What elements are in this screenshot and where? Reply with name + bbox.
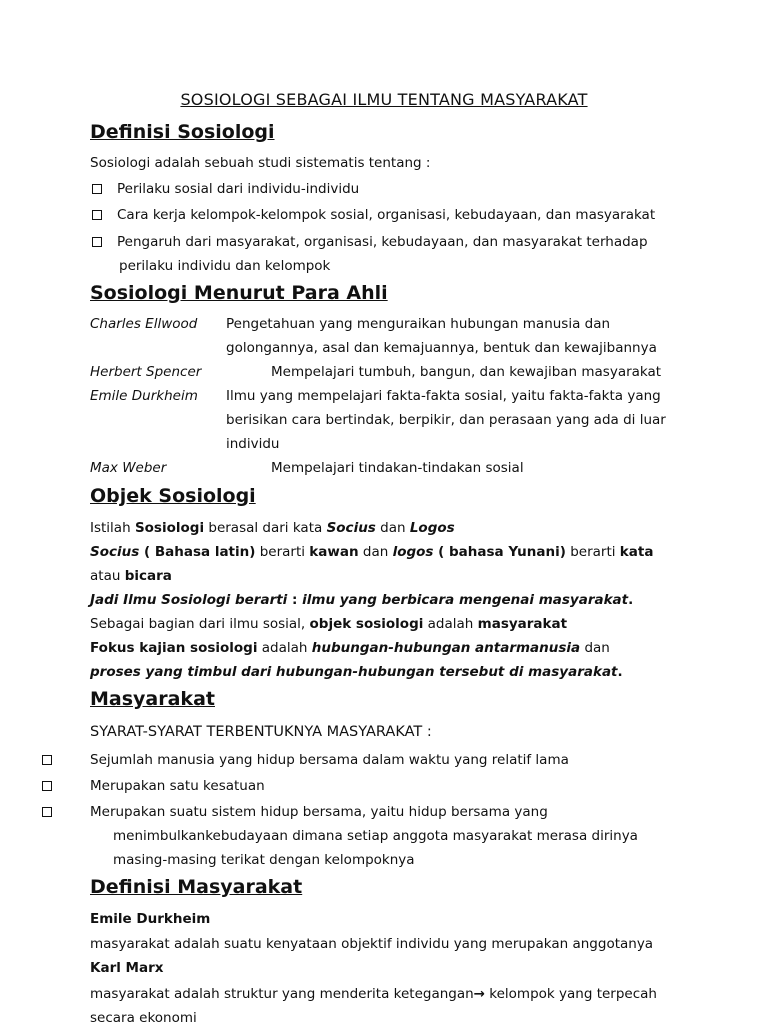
sosiologi-intro: Sosiologi adalah sebuah studi sistematis tentang : [90, 155, 431, 171]
expert-definition: Pengetahuan yang menguraikan hubungan manusia dan [226, 316, 611, 332]
author-name: Karl Marx [90, 960, 164, 976]
heading-definisi-sosiologi: Definisi Sosiologi [90, 121, 275, 143]
author-definition-continued: secara ekonomi [90, 1010, 197, 1026]
expert-definition: individu [226, 436, 280, 452]
list-item: Pengaruh dari masyarakat, organisasi, kebudayaan, dan masyarakat terhadap [117, 234, 648, 250]
list-item-continued: perilaku individu dan kelompok [119, 258, 331, 274]
objek-line-2: Socius ( Bahasa latin) berarti kawan dan logos ( bahasa Yunani) berarti kata [90, 544, 654, 560]
checkbox-bullet-icon [92, 210, 102, 220]
subheading-syarat: SYARAT-SYARAT TERBENTUKNYA MASYARAKAT : [90, 724, 432, 740]
expert-name: Max Weber [90, 460, 167, 476]
expert-name: Charles Ellwood [90, 316, 198, 332]
checkbox-bullet-icon [92, 237, 102, 247]
expert-definition: golongannya, asal dan kemajuannya, bentuk dan kewajibannya [226, 340, 657, 356]
checkbox-bullet-icon [92, 184, 102, 194]
objek-line-1: Istilah Sosiologi berasal dari kata Socius dan Logos [90, 520, 455, 536]
checkbox-bullet-icon [42, 781, 52, 791]
expert-name: Emile Durkheim [90, 388, 198, 404]
list-item-continued: menimbulkankebudayaan dimana setiap anggota masyarakat merasa dirinya [113, 828, 638, 844]
checkbox-bullet-icon [42, 807, 52, 817]
author-name: Emile Durkheim [90, 911, 211, 927]
author-definition: masyarakat adalah suatu kenyataan objektif individu yang merupakan anggotanya [90, 936, 654, 952]
list-item-continued: masing-masing terikat dengan kelompoknya [113, 852, 415, 868]
author-definition: masyarakat adalah struktur yang menderita ketegangan→ kelompok yang terpecah [90, 986, 657, 1002]
objek-line-5: Sebagai bagian dari ilmu sosial, objek sosiologi adalah masyarakat [90, 616, 568, 632]
expert-name: Herbert Spencer [90, 364, 202, 380]
expert-definition: Ilmu yang mempelajari fakta-fakta sosial, yaitu fakta-fakta yang [226, 388, 661, 404]
expert-definition: Mempelajari tindakan-tindakan sosial [271, 460, 524, 476]
heading-definisi-masyarakat: Definisi Masyarakat [90, 876, 303, 898]
arrow-right-icon: → [473, 986, 485, 1002]
objek-line-7: proses yang timbul dari hubungan-hubungan tersebut di masyarakat. [90, 664, 623, 680]
list-item: Cara kerja kelompok-kelompok sosial, organisasi, kebudayaan, dan masyarakat [117, 207, 656, 223]
list-item: Perilaku sosial dari individu-individu [117, 181, 360, 197]
document-title: SOSIOLOGI SEBAGAI ILMU TENTANG MASYARAKAT [180, 90, 588, 109]
heading-masyarakat: Masyarakat [90, 688, 215, 710]
heading-para-ahli: Sosiologi Menurut Para Ahli [90, 282, 388, 304]
expert-definition: berisikan cara bertindak, berpikir, dan perasaan yang ada di luar [226, 412, 666, 428]
list-item: Sejumlah manusia yang hidup bersama dalam waktu yang relatif lama [90, 752, 569, 768]
expert-definition: Mempelajari tumbuh, bangun, dan kewajiban masyarakat [271, 364, 662, 380]
objek-line-6: Fokus kajian sosiologi adalah hubungan-hubungan antarmanusia dan [90, 640, 610, 656]
list-item: Merupakan satu kesatuan [90, 778, 265, 794]
objek-line-4: Jadi Ilmu Sosiologi berarti : ilmu yang berbicara mengenai masyarakat. [90, 592, 634, 608]
objek-line-3: atau bicara [90, 568, 172, 584]
list-item: Merupakan suatu sistem hidup bersama, yaitu hidup bersama yang [90, 804, 548, 820]
heading-objek-sosiologi: Objek Sosiologi [90, 485, 256, 507]
checkbox-bullet-icon [42, 755, 52, 765]
